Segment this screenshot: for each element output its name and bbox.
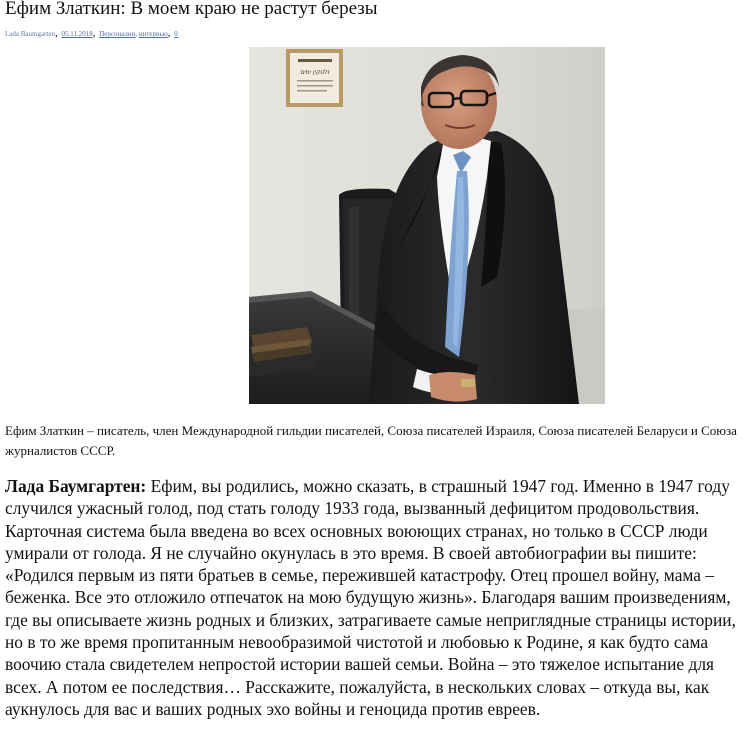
speaker-name: Лада Баумгартен:	[5, 476, 147, 496]
paragraph-text: Ефим, вы родились, можно сказать, в страшный 1947 год. Именно в 1947 году случился ужасный голод, под стать голоду 1933 года, вызванный дефицитом продовольствия. Карточная система была введена во всех основных воюющих странах, но только в СССР люди умирали от голода. Я не случайно окунулась в это время. В своей автобиографии вы пишите: «Родился первым из пяти братьев в семье, пережившей катастрофу. Отец прошел войну, мама – беженка. Все это отложило отпечаток на мою будущую жизнь». Благодаря вашим произведениям, где вы описываете жизнь родных и близких, затрагиваете самые неприглядные страницы истории, но в то же время пропитанным невообразимой чистотой и любовью к Родине, я как будто сама воочию стала свидетелем непростой истории вашей семьи. Война – это тяжелое испытание для всех. А потом ее последствия… Расскажите, пожалуйста, в нескольких словах – откуда вы, как аукнулось для вас и ваших родных эхо войны и геноцида против евреев.	[5, 476, 736, 719]
meta-separator: ,	[167, 27, 171, 39]
portrait-illustration	[249, 47, 605, 404]
article-title: Ефим Златкин: В моем краю не растут березы	[5, 0, 378, 19]
meta-separator: ,	[92, 27, 96, 39]
frame-text: זלטקין ימים	[300, 69, 330, 76]
category-link[interactable]: Персоналии	[99, 30, 136, 38]
diploma-frame	[286, 49, 343, 107]
tag-link[interactable]: интервью	[138, 30, 168, 38]
portrait-photo	[249, 47, 605, 404]
comments-link[interactable]: 0	[174, 30, 178, 38]
author-link[interactable]: Lada Baumgarten	[5, 30, 55, 38]
photo-caption: Ефим Златкин – писатель, член Международной гильдии писателей, Союза писателей Израиля, Союза писателей Беларуси и Союза журналистов СССР.	[5, 423, 737, 458]
meta-separator: ,	[54, 27, 58, 39]
article-meta	[5, 28, 178, 39]
interview-paragraph	[5, 475, 750, 720]
meta-separator: ,	[135, 30, 139, 38]
date-link[interactable]: 05.11.2018	[61, 30, 93, 38]
